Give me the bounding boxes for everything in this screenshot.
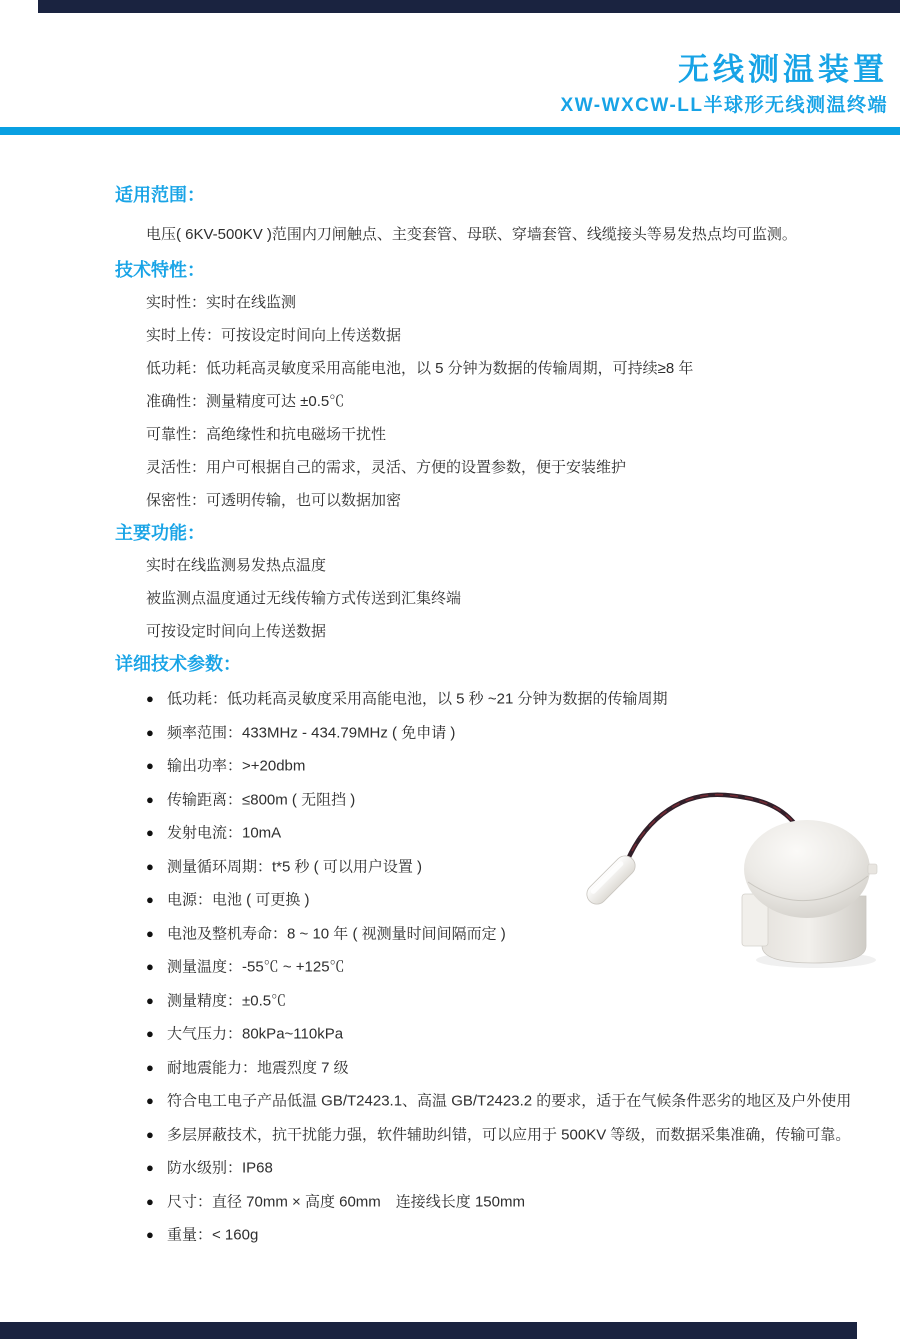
spec-text: 尺寸：直径 70mm × 高度 60mm 连接线长度 150mm [167, 1193, 525, 1210]
spec-item [115, 688, 900, 710]
top-band [38, 0, 900, 13]
product-photo [560, 770, 900, 1020]
spec-text: 电池及整机寿命：8 ~ 10 年 ( 视测量时间间隔而定 ) [167, 925, 506, 942]
bullet-icon: ● [146, 925, 154, 941]
spec-item [115, 1224, 900, 1246]
spec-item [115, 1191, 900, 1213]
bullet-icon: ● [146, 825, 154, 840]
bullet-icon: ● [146, 1126, 154, 1142]
spec-text: 传输距离：≤800m ( 无阻挡 ) [167, 791, 356, 808]
document-body [115, 185, 900, 1258]
section-heading-features: 技术特性： [115, 260, 205, 280]
bullet-icon: ● [146, 892, 154, 907]
spec-item [115, 1124, 900, 1146]
feature-line: 实时上传：可按设定时间向上传送数据 [146, 327, 402, 344]
bullet-icon: ● [146, 724, 154, 740]
header-divider-bar [0, 127, 900, 135]
device-nub [868, 864, 877, 874]
probe-icon [583, 852, 640, 909]
bullet-icon: ● [146, 1193, 154, 1209]
spec-text: 测量精度：±0.5℃ [167, 992, 287, 1009]
spec-text: 发射电流：10mA [167, 824, 282, 842]
device-illustration [560, 770, 900, 1020]
feature-line: 准确性：测量精度可达 ±0.5℃ [146, 393, 345, 410]
spec-text: 多层屏蔽技术，抗干扰能力强，软件辅助纠错，可以应用于 500KV 等级，而数据采集准确，传输可靠。 [167, 1126, 851, 1143]
spec-text: 输出功率：>+20dbm [167, 757, 306, 775]
bullet-icon: ● [146, 758, 154, 773]
spec-text: 频率范围：433MHz - 434.79MHz ( 免申请 ) [167, 724, 456, 741]
spec-item [115, 1157, 900, 1179]
bullet-icon: ● [146, 1059, 154, 1075]
device-dome [744, 820, 870, 918]
scope-body-text: 电压( 6KV-500KV )范围内刀闸触点、主变套管、母联、穿墙套管、线缆接头等易发热点均可监测。 [146, 226, 797, 243]
bullet-icon: ● [146, 992, 154, 1008]
spec-text: 测量温度：-55℃ ~ +125℃ [167, 958, 345, 976]
page-subtitle: XW-WXCW-LL半球形无线测温终端 [560, 95, 888, 116]
bottom-band [0, 1322, 857, 1339]
feature-line: 保密性：可透明传输，也可以数据加密 [146, 492, 402, 509]
section-heading-scope: 适用范围： [115, 185, 205, 205]
section-heading-specs: 详细技术参数： [115, 654, 241, 674]
bullet-icon: ● [146, 1227, 154, 1242]
page-header [561, 52, 888, 117]
function-line: 实时在线监测易发热点温度 [146, 557, 327, 574]
spec-text: 电源：电池 ( 可更换 ) [167, 891, 310, 909]
feature-line: 低功耗：低功耗高灵敏度采用高能电池，以 5 分钟为数据的传输周期，可持续≥8 年 [146, 360, 694, 377]
section-heading-functions: 主要功能： [115, 523, 205, 543]
bullet-icon: ● [146, 1160, 154, 1175]
spec-text: 低功耗：低功耗高灵敏度采用高能电池，以 5 秒 ~21 分钟为数据的传输周期 [167, 690, 668, 708]
spec-text: 耐地震能力：地震烈度 7 级 [167, 1059, 349, 1076]
spec-text: 大气压力：80kPa~110kPa [167, 1025, 344, 1043]
spec-text: 防水级别：IP68 [167, 1159, 273, 1177]
function-line: 被监测点温度通过无线传输方式传送到汇集终端 [146, 590, 462, 607]
spec-item [115, 1090, 900, 1112]
page-title: 无线测温装置 [678, 52, 888, 87]
bullet-icon: ● [146, 1026, 154, 1041]
bullet-icon: ● [146, 1093, 154, 1108]
feature-line: 实时性：实时在线监测 [146, 294, 297, 311]
feature-line: 灵活性：用户可根据自己的需求，灵活、方便的设置参数，便于安装维护 [146, 459, 627, 476]
spec-text: 测量循环周期：t*5 秒 ( 可以用户设置 ) [167, 858, 423, 875]
function-line: 可按设定时间向上传送数据 [146, 623, 327, 640]
bullet-icon: ● [146, 959, 154, 974]
bullet-icon: ● [146, 691, 154, 706]
bullet-icon: ● [146, 858, 154, 874]
bullet-icon: ● [146, 791, 154, 807]
spec-item [115, 1057, 900, 1079]
spec-item [115, 1023, 900, 1045]
spec-text: 重量：< 160g [167, 1226, 259, 1244]
spec-item [115, 722, 900, 744]
feature-line: 可靠性：高绝缘性和抗电磁场干扰性 [146, 426, 387, 443]
spec-text: 符合电工电子产品低温 GB/T2423.1、高温 GB/T2423.2 的要求，适于在气候条件恶劣的地区及户外使用 [167, 1092, 852, 1110]
